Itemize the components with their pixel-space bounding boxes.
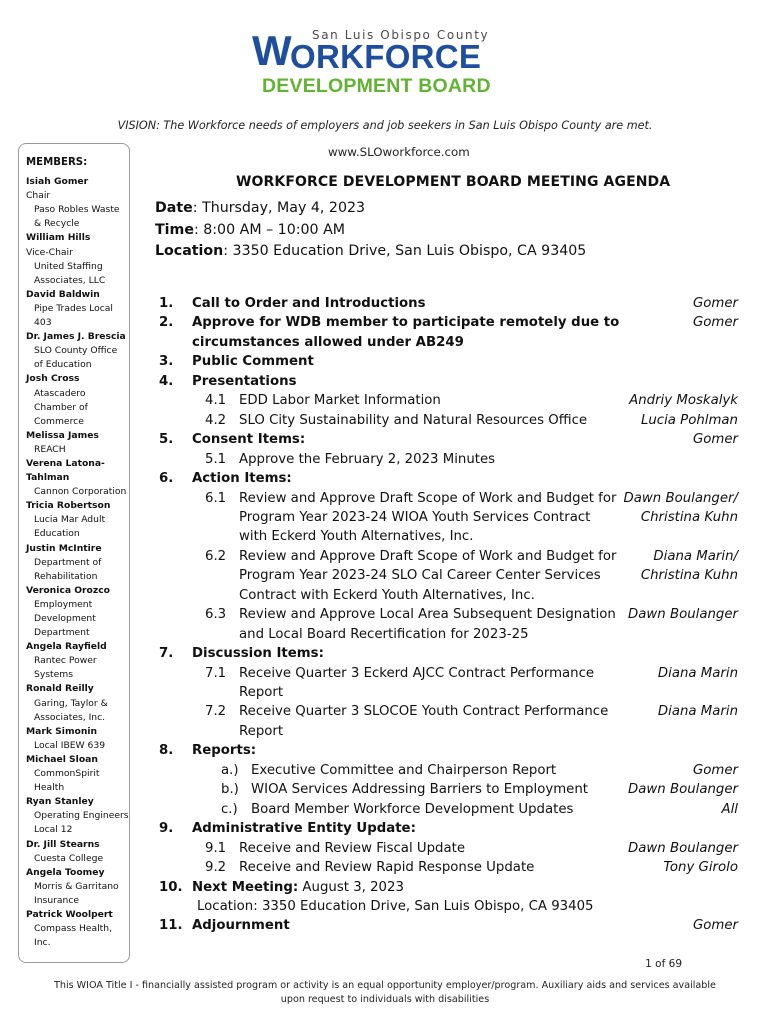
member-organization: Department bbox=[34, 627, 90, 639]
agenda-item-number: 7. bbox=[159, 646, 174, 662]
agenda-subitem-text: Executive Committee and Chairperson Report bbox=[251, 762, 557, 778]
agenda-subitem-text-continued: Report bbox=[239, 723, 284, 739]
logo-county-text: San Luis Obispo County bbox=[312, 28, 490, 42]
member-organization: 403 bbox=[34, 317, 52, 329]
agenda-item-title: Discussion Items: bbox=[192, 646, 324, 662]
agenda-item-number: 2. bbox=[159, 315, 174, 331]
agenda-subitem-text: WIOA Services Addressing Barriers to Employment bbox=[251, 782, 588, 798]
agenda-item-presenter: Lucia Pohlman bbox=[640, 412, 738, 428]
member-organization: Local 12 bbox=[34, 824, 73, 836]
logo-first-letter: W bbox=[252, 27, 291, 74]
agenda-item-presenter: Christina Kuhn bbox=[640, 509, 738, 525]
agenda-item-row bbox=[0, 333, 770, 352]
member-organization: Paso Robles Waste bbox=[34, 204, 120, 216]
agenda-subitem-text-continued: and Local Board Recertification for 2023-25 bbox=[239, 626, 529, 642]
member-name: Michael Sloan bbox=[26, 753, 98, 765]
agenda-subitem-text-continued: Contract with Eckerd Youth Alternatives, Inc. bbox=[239, 587, 535, 603]
agenda-item-presenter: Gomer bbox=[692, 918, 738, 934]
agenda-item-number: 4. bbox=[159, 373, 174, 389]
agenda-item-row bbox=[0, 839, 770, 858]
meeting-location bbox=[155, 243, 586, 259]
logo-subtitle: DEVELOPMENT BOARD bbox=[262, 75, 491, 97]
member-name: Justin McIntire bbox=[26, 542, 102, 554]
agenda-subitem-number: 4.2 bbox=[205, 412, 227, 428]
agenda-item-row bbox=[0, 605, 770, 624]
agenda-subitem-text: Review and Approve Draft Scope of Work and Budget for bbox=[239, 490, 617, 506]
member-name: Angela Rayfield bbox=[26, 641, 107, 653]
agenda-subitem-number: 6.1 bbox=[205, 490, 227, 506]
agenda-item-row bbox=[0, 547, 770, 566]
meeting-date bbox=[155, 200, 365, 216]
member-organization: Chamber of bbox=[34, 401, 88, 413]
agenda-subitem-text-continued: Report bbox=[239, 685, 284, 700]
location-value: : 3350 Education Drive, San Luis Obispo, CA 93405 bbox=[223, 243, 587, 259]
agenda-subitem-text: Receive Quarter 3 SLOCOE Youth Contract Performance bbox=[239, 704, 609, 720]
agenda-item-row bbox=[0, 819, 770, 838]
agenda-item-row bbox=[0, 527, 770, 546]
member-organization: CommonSpirit bbox=[34, 768, 100, 780]
member-organization: Compass Health, bbox=[34, 923, 113, 935]
member-organization: Employment bbox=[34, 598, 93, 610]
member-name: Verena Latona- bbox=[26, 457, 105, 469]
agenda-subitem-number: 9.2 bbox=[205, 860, 227, 876]
agenda-item-number: 10. bbox=[159, 879, 183, 895]
next-meeting-date: August 3, 2023 bbox=[298, 879, 404, 895]
agenda-item-number: 5. bbox=[159, 432, 174, 448]
logo-wordmark: ORKFORCE bbox=[290, 38, 482, 75]
member-name: David Baldwin bbox=[26, 288, 100, 300]
agenda-item-row bbox=[0, 780, 770, 799]
website-link[interactable]: www.SLOworkforce.com bbox=[328, 145, 470, 159]
meeting-time bbox=[155, 222, 345, 238]
member-organization: United Staffing bbox=[34, 260, 103, 272]
agenda-item-presenter: Dawn Boulanger bbox=[628, 607, 738, 623]
member-organization: Education bbox=[34, 528, 80, 540]
agenda-item-title-continued: circumstances allowed under AB249 bbox=[192, 334, 464, 350]
agenda-subitem-text-continued: Program Year 2023-24 WIOA Youth Services Contract bbox=[239, 509, 591, 525]
agenda-item-row bbox=[0, 411, 770, 430]
agenda-item-row bbox=[0, 508, 770, 527]
member-organization: Insurance bbox=[34, 894, 80, 906]
member-organization: Cuesta College bbox=[34, 852, 104, 864]
agenda-subitem-text: Board Member Workforce Development Updates bbox=[251, 801, 574, 817]
agenda-item-row bbox=[0, 566, 770, 585]
agenda-item-presenter: Gomer bbox=[692, 432, 738, 448]
time-label: Time bbox=[155, 222, 194, 238]
agenda-item-row bbox=[0, 761, 770, 780]
agenda-item-presenter: Gomer bbox=[692, 315, 738, 331]
agenda-subitem-number: 7.2 bbox=[205, 704, 227, 720]
member-role: Chair bbox=[26, 190, 51, 202]
member-organization: Associates, Inc. bbox=[34, 711, 106, 723]
member-name: Isiah Gomer bbox=[26, 176, 89, 188]
member-organization: Rehabilitation bbox=[34, 570, 98, 582]
agenda-subitem-text: Review and Approve Local Area Subsequent Designation bbox=[239, 607, 616, 623]
agenda-item-number: 1. bbox=[159, 296, 174, 311]
agenda-item-row bbox=[0, 722, 770, 741]
member-name: Veronica Orozco bbox=[26, 584, 110, 596]
member-organization: Systems bbox=[34, 669, 74, 681]
agenda-item-row bbox=[0, 916, 770, 935]
agenda-item-row bbox=[0, 313, 770, 332]
member-organization: Rantec Power bbox=[34, 655, 97, 667]
member-organization: Inc. bbox=[34, 937, 51, 949]
vision-statement: VISION: The Workforce needs of employers and job seekers in San Luis Obispo County are met. bbox=[117, 119, 653, 132]
agenda-title: WORKFORCE DEVELOPMENT BOARD MEETING AGENDA bbox=[236, 174, 671, 190]
agenda-item-presenter: Christina Kuhn bbox=[640, 568, 738, 584]
agenda-item-number: 8. bbox=[159, 743, 174, 759]
member-name: Angela Toomey bbox=[26, 866, 105, 878]
agenda-item-title: Reports: bbox=[192, 743, 257, 759]
agenda-item-row bbox=[0, 352, 770, 371]
members-heading: MEMBERS: bbox=[26, 157, 88, 168]
agenda-subitem-text: Receive and Review Rapid Response Update bbox=[239, 860, 535, 876]
agenda-item-title: Call to Order and Introductions bbox=[192, 296, 426, 311]
footer-line-2: upon request to individuals with disabilities bbox=[280, 994, 490, 1005]
agenda-item-number: 6. bbox=[159, 471, 174, 487]
member-organization: Garing, Taylor & bbox=[34, 697, 108, 709]
agenda-item-row bbox=[0, 430, 770, 449]
agenda-item-row bbox=[0, 878, 770, 897]
member-organization: of Education bbox=[34, 359, 92, 371]
member-organization: Cannon Corporation bbox=[34, 486, 127, 498]
agenda-item-row bbox=[0, 489, 770, 508]
agenda-item-number: 9. bbox=[159, 821, 174, 837]
member-name: Josh Cross bbox=[26, 373, 80, 385]
member-name: William Hills bbox=[26, 232, 91, 244]
agenda-subitem-number: 5.1 bbox=[205, 451, 227, 467]
agenda-item-title: Approve for WDB member to participate remotely due to bbox=[192, 315, 620, 331]
agenda-subitem-text: SLO City Sustainability and Natural Resources Office bbox=[239, 412, 588, 428]
member-name: Ryan Stanley bbox=[26, 796, 94, 808]
member-organization: Morris & Garritano bbox=[34, 880, 119, 892]
agenda-subitem-letter: a.) bbox=[221, 762, 239, 778]
agenda-item-row bbox=[0, 469, 770, 488]
agenda-subitem-text-continued: with Eckerd Youth Alternatives, Inc. bbox=[239, 529, 474, 545]
member-name: Tahlman bbox=[26, 472, 70, 484]
agenda-subitem-number: 9.1 bbox=[205, 840, 227, 856]
agenda-item-row bbox=[0, 664, 770, 683]
time-value: : 8:00 AM – 10:00 AM bbox=[193, 222, 346, 238]
member-organization: Health bbox=[34, 782, 65, 794]
agenda-item-presenter: Dawn Boulanger/ bbox=[623, 490, 738, 506]
agenda-item-number: 11. bbox=[159, 918, 183, 934]
agenda-item-presenter: Andriy Moskalyk bbox=[629, 393, 738, 409]
agenda-item-row bbox=[0, 450, 770, 469]
agenda-item-title: Consent Items: bbox=[192, 432, 306, 448]
member-name: Melissa James bbox=[26, 429, 99, 441]
member-name: Ronald Reilly bbox=[26, 683, 94, 695]
agenda-item-row bbox=[0, 858, 770, 877]
member-organization: Operating Engineers bbox=[34, 810, 129, 822]
agenda-subitem-letter: c.) bbox=[221, 801, 238, 817]
member-role: Vice-Chair bbox=[26, 246, 73, 258]
member-name: Dr. James J. Brescia bbox=[26, 331, 126, 343]
agenda-item-presenter: Diana Marin bbox=[657, 704, 738, 720]
next-meeting-label: Next Meeting: bbox=[192, 879, 299, 895]
agenda-subitem-text: Receive and Review Fiscal Update bbox=[239, 840, 466, 856]
agenda-item-presenter: Gomer bbox=[692, 762, 738, 778]
agenda-item-presenter: Gomer bbox=[692, 296, 738, 311]
agenda-subitem-text: EDD Labor Market Information bbox=[239, 393, 441, 409]
agenda-item-row bbox=[0, 391, 770, 410]
agenda-item-title: Presentations bbox=[192, 373, 297, 389]
agenda-subitem-letter: b.) bbox=[221, 782, 239, 798]
agenda-item-row bbox=[0, 644, 770, 663]
agenda-item-row bbox=[0, 625, 770, 644]
member-organization: Local IBEW 639 bbox=[34, 739, 106, 751]
agenda-subitem-text: Review and Approve Draft Scope of Work and Budget for bbox=[239, 548, 617, 564]
member-name: Patrick Woolpert bbox=[26, 908, 113, 920]
page-number: 1 of 69 bbox=[645, 958, 682, 970]
agenda-item-title bbox=[192, 878, 404, 897]
member-organization: Commerce bbox=[34, 415, 84, 427]
agenda-item-presenter: Diana Marin bbox=[657, 665, 738, 681]
member-organization: Department of bbox=[34, 556, 102, 568]
agenda-item-number: 3. bbox=[159, 354, 174, 370]
agenda-item-presenter: Dawn Boulanger bbox=[628, 782, 738, 798]
agenda-subitem-number: 4.1 bbox=[205, 393, 227, 409]
agenda-item-row bbox=[0, 294, 770, 313]
agenda-item-presenter: Tony Girolo bbox=[663, 860, 738, 876]
agenda-item-row bbox=[0, 586, 770, 605]
member-organization: Development bbox=[34, 613, 96, 624]
member-organization: Atascadero bbox=[34, 387, 86, 399]
agenda-item-row bbox=[0, 897, 770, 916]
member-organization: REACH bbox=[34, 443, 66, 455]
agenda-subitem-text-continued: Program Year 2023-24 SLO Cal Career Center Services bbox=[239, 568, 601, 584]
agenda-item-presenter: All bbox=[721, 801, 738, 817]
workforce-board-logo bbox=[252, 26, 520, 98]
agenda-item-row bbox=[0, 372, 770, 391]
agenda-item-title: Administrative Entity Update: bbox=[192, 821, 416, 837]
member-organization: Associates, LLC bbox=[34, 274, 106, 286]
member-name: Tricia Robertson bbox=[26, 500, 111, 512]
agenda-subitem-number: 6.2 bbox=[205, 548, 227, 564]
agenda-item-presenter: Diana Marin/ bbox=[653, 548, 738, 564]
member-name: Mark Simonin bbox=[26, 725, 98, 737]
footer-line-1: This WIOA Title I - financially assisted program or activity is an equal opportunity employer/program. Auxiliary aids and services available bbox=[54, 980, 716, 991]
footer-disclaimer bbox=[0, 979, 770, 1007]
member-organization: & Recycle bbox=[34, 218, 80, 230]
member-organization: Pipe Trades Local bbox=[34, 302, 113, 314]
agenda-item-row bbox=[0, 741, 770, 760]
next-meeting-location: Location: 3350 Education Drive, San Luis Obispo, CA 93405 bbox=[197, 898, 594, 914]
location-label: Location bbox=[155, 243, 224, 259]
agenda-item-presenter: Dawn Boulanger bbox=[628, 840, 738, 856]
member-organization: Lucia Mar Adult bbox=[34, 514, 106, 526]
agenda-item-row bbox=[0, 702, 770, 721]
date-label: Date bbox=[155, 200, 193, 216]
agenda-subitem-number: 6.3 bbox=[205, 607, 227, 623]
member-organization: SLO County Office bbox=[34, 345, 118, 357]
agenda-item-row bbox=[0, 683, 770, 702]
agenda-subitem-text: Approve the February 2, 2023 Minutes bbox=[239, 451, 496, 467]
member-name: Dr. Jill Stearns bbox=[26, 838, 100, 850]
agenda-item-row bbox=[0, 800, 770, 819]
agenda-subitem-text: Receive Quarter 3 Eckerd AJCC Contract Performance bbox=[239, 665, 595, 681]
agenda-item-title: Action Items: bbox=[192, 471, 292, 487]
agenda-subitem-number: 7.1 bbox=[205, 665, 227, 681]
agenda-item-title: Adjournment bbox=[192, 918, 290, 934]
date-value: : Thursday, May 4, 2023 bbox=[192, 200, 366, 216]
agenda-item-title: Public Comment bbox=[192, 354, 314, 370]
